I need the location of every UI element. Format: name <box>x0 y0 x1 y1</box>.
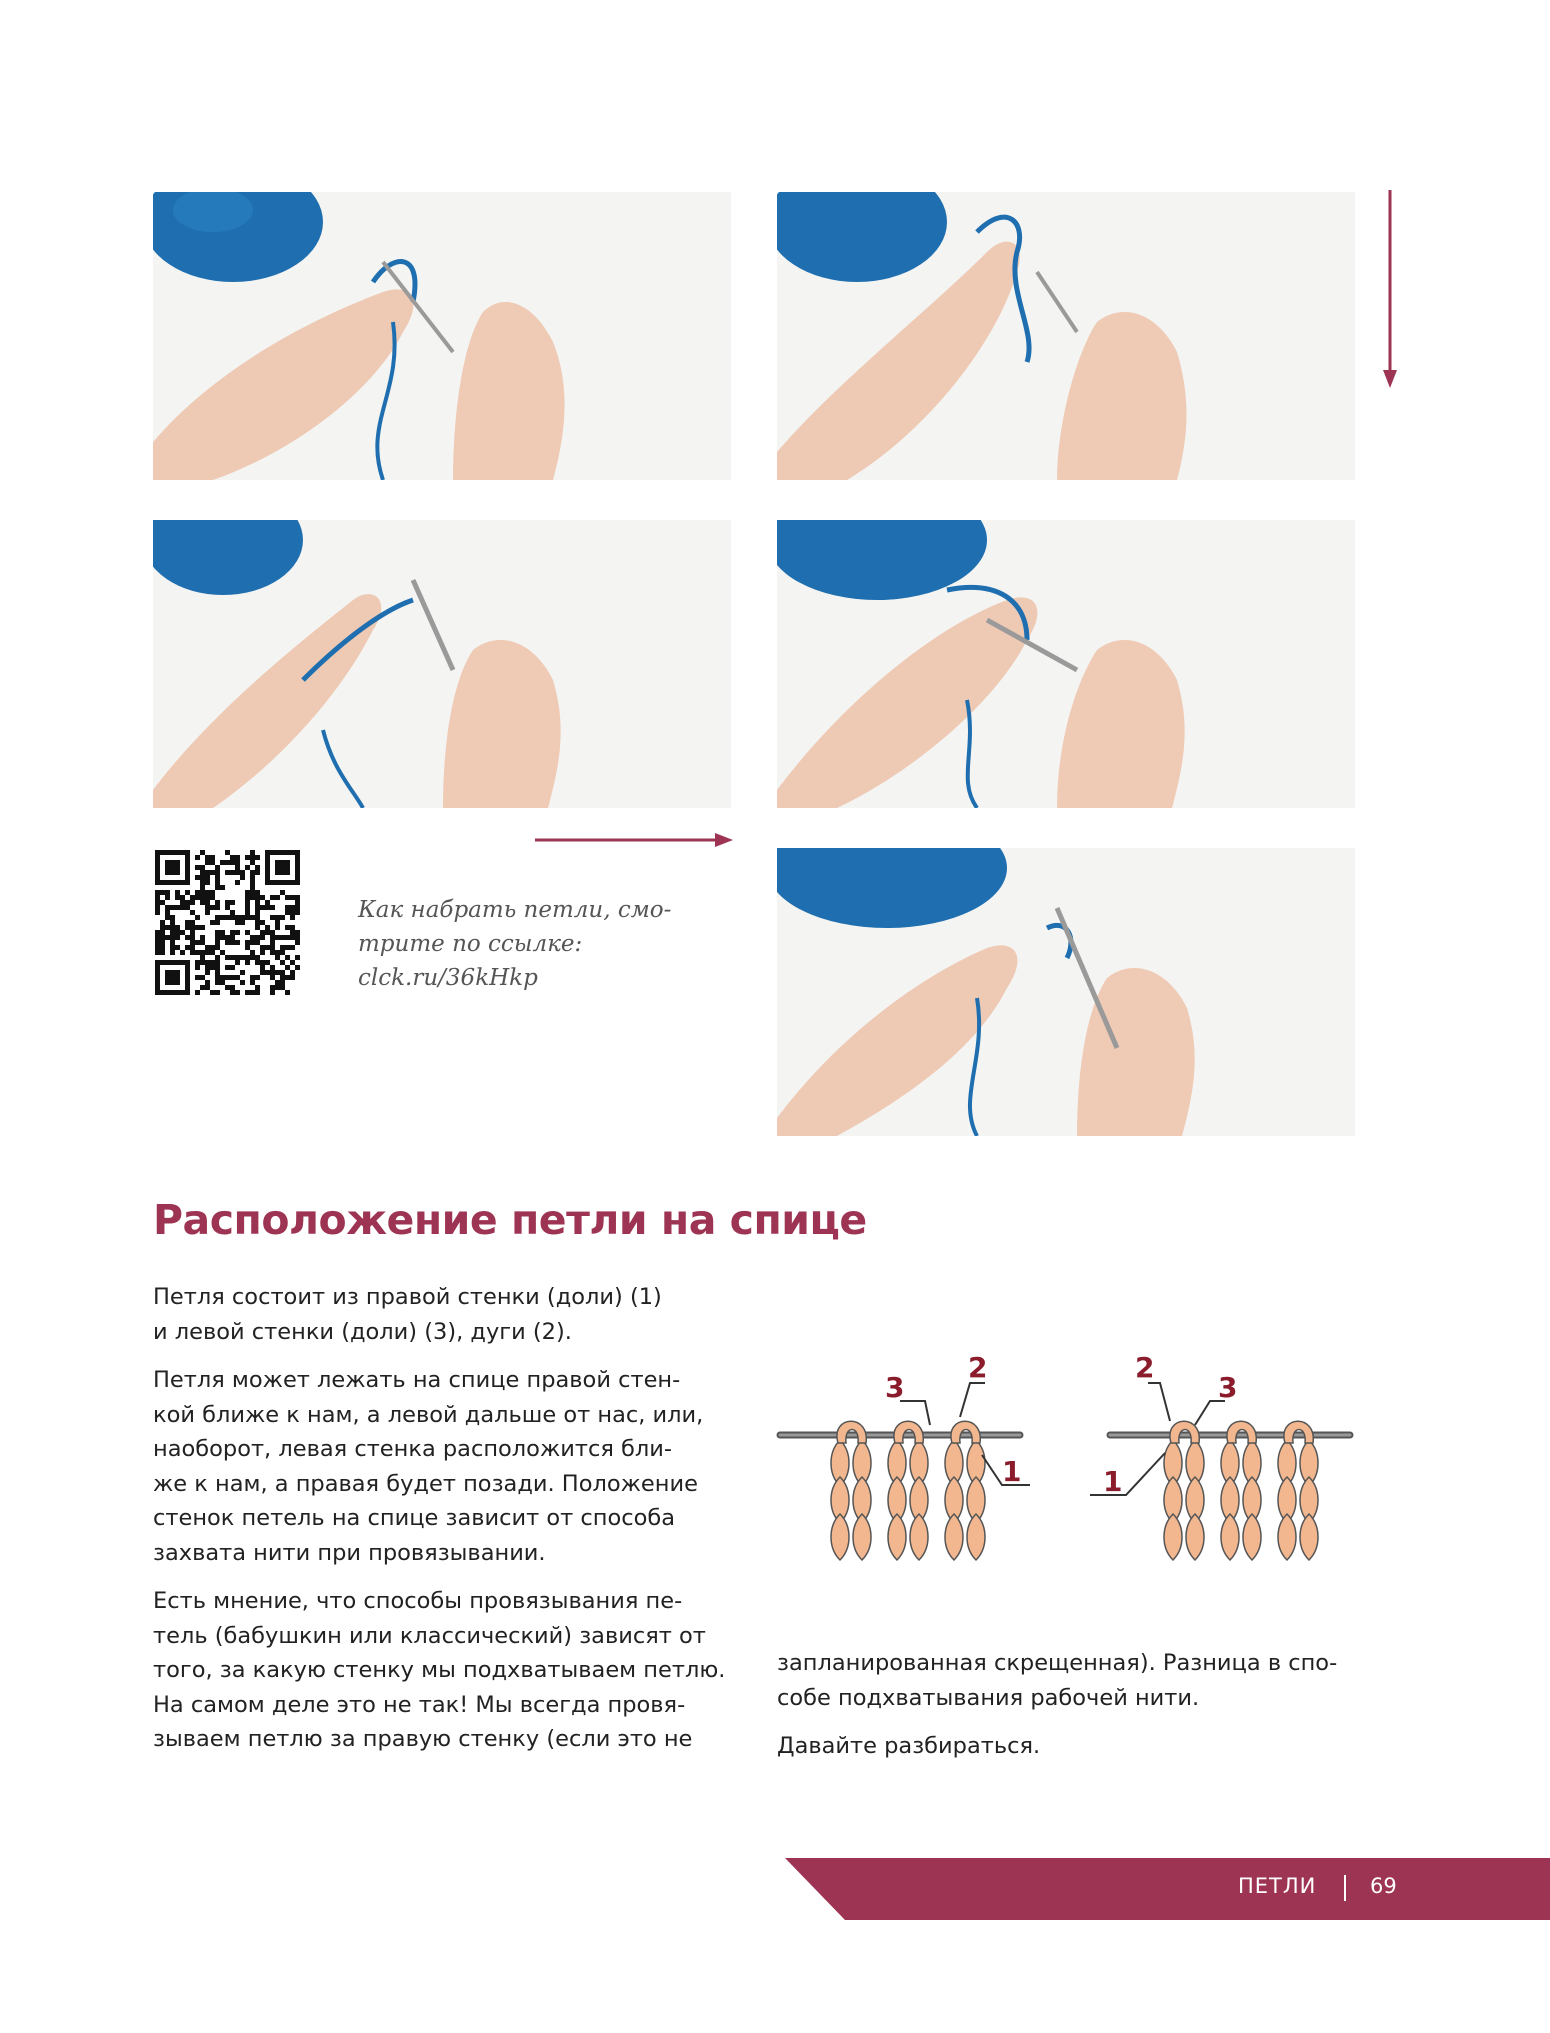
text-line: На самом деле это не так! Мы всегда провя- <box>153 1691 686 1718</box>
qr-caption <box>358 893 698 995</box>
text-line: собе подхватывания рабочей нити. <box>777 1684 1200 1711</box>
footer-band <box>0 1858 1550 1920</box>
diagram-label: 1 <box>1002 1455 1022 1488</box>
step-4-photo <box>777 520 1355 808</box>
paragraph <box>777 1729 1357 1764</box>
qr-caption-line: Как набрать петли, смо- <box>358 897 672 923</box>
diagram-label: 3 <box>1218 1371 1238 1404</box>
text-line: запланированная скрещенная). Разница в спо- <box>777 1650 1338 1676</box>
chapter-label: ПЕТЛИ <box>1238 1874 1317 1898</box>
diagram-label: 2 <box>968 1351 988 1384</box>
footer-separator <box>1344 1875 1346 1901</box>
body-text-right <box>777 1646 1357 1778</box>
diagram-label: 1 <box>1103 1465 1123 1498</box>
text-line: стенок петель на спице зависит от способа <box>153 1505 676 1531</box>
body-text-left <box>153 1280 733 1771</box>
stitch-diagram <box>770 1325 1370 1585</box>
right-arrow-icon <box>535 830 735 850</box>
paragraph <box>153 1584 733 1757</box>
qr-code[interactable] <box>155 850 300 995</box>
text-line: Есть мнение, что способы провязывания пе- <box>153 1588 683 1614</box>
text-line: захвата нити при провязывании. <box>153 1539 546 1566</box>
qr-link[interactable]: clck.ru/36kHkp <box>358 965 538 991</box>
diagram-label: 2 <box>1135 1351 1155 1384</box>
diagram-right <box>1090 1351 1350 1560</box>
paragraph <box>153 1363 733 1570</box>
section-title: Расположение петли на спице <box>153 1196 867 1244</box>
text-line: и левой стенки (доли) (3), дуги (2). <box>153 1318 572 1345</box>
step-1-photo <box>153 192 731 480</box>
text-line: же к нам, а правая будет позади. Положение <box>153 1470 698 1497</box>
text-line: тель (бабушкин или классический) зависят от <box>153 1622 706 1649</box>
text-line: наоборот, левая стенка расположится бли- <box>153 1436 673 1462</box>
paragraph <box>777 1646 1357 1715</box>
step-5-photo <box>777 848 1355 1136</box>
step-2-photo <box>777 192 1355 480</box>
paragraph <box>153 1280 733 1349</box>
down-arrow-icon <box>1380 190 1400 390</box>
text-line: Петля может лежать на спице правой стен- <box>153 1367 681 1393</box>
page-number: 69 <box>1370 1874 1397 1898</box>
text-line: того, за какую стенку мы подхватываем петлю. <box>153 1657 726 1683</box>
text-line: кой ближе к нам, а левой дальше от нас, или, <box>153 1401 704 1428</box>
diagram-left <box>780 1351 1030 1560</box>
text-line: зываем петлю за правую стенку (если это не <box>153 1726 693 1752</box>
diagram-label: 3 <box>885 1371 905 1404</box>
step-3-photo <box>153 520 731 808</box>
text-line: Давайте разбираться. <box>777 1733 1041 1759</box>
qr-caption-line: трите по ссылке: <box>358 931 583 957</box>
text-line: Петля состоит из правой стенки (доли) (1) <box>153 1284 662 1310</box>
